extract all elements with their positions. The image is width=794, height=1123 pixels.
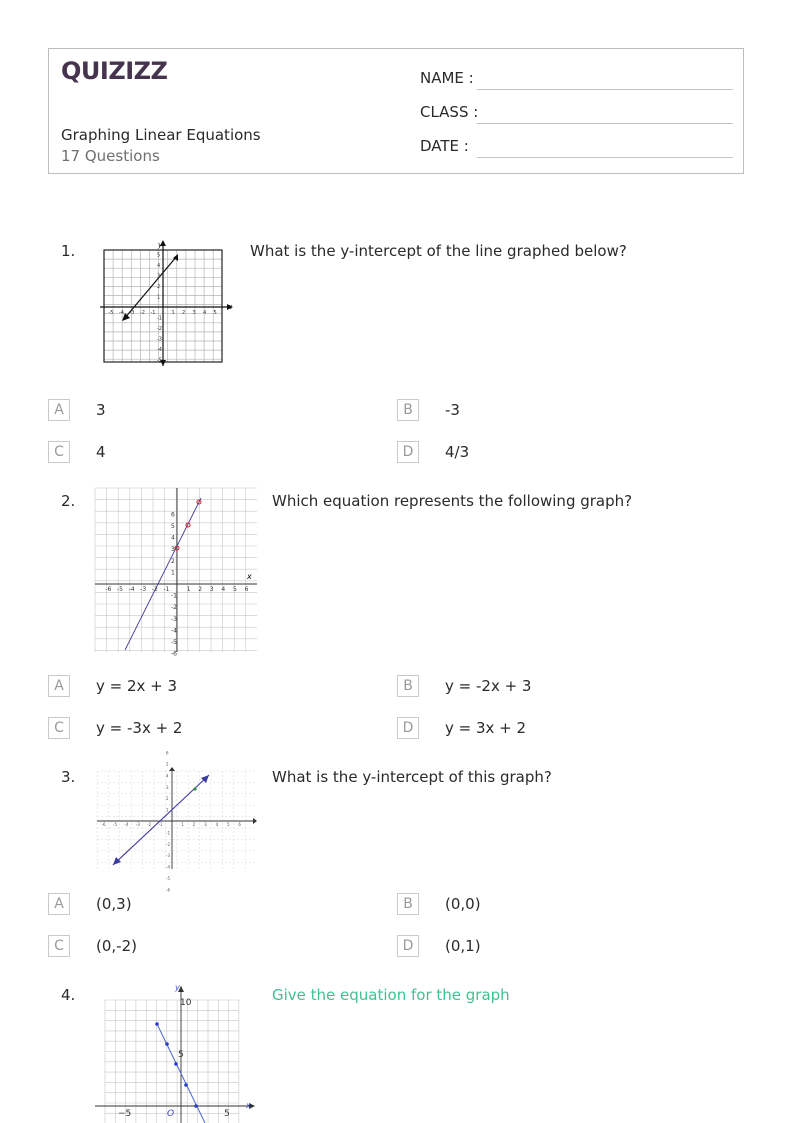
tick-label: -4 (157, 347, 162, 353)
tick-label: 6 (244, 586, 249, 593)
tick-label: 3 (192, 310, 196, 316)
q2-option-a-text: y = 2x + 3 (96, 677, 178, 695)
q1-option-c-box[interactable]: C (48, 441, 70, 463)
tick-label: 6 (171, 511, 175, 519)
q3-option-b-text: (0,0) (445, 895, 481, 913)
question-1-number: 1. (61, 242, 76, 260)
tick-label: -6 (101, 822, 106, 827)
q2-option-b-text: y = -2x + 3 (445, 677, 532, 695)
tick-label: -1 (157, 315, 162, 322)
q4-y-tick-10: 10 (180, 998, 192, 1008)
q4-y-tick-5: 5 (178, 1050, 184, 1060)
tick-label: 3 (166, 784, 169, 790)
question-1-graph (100, 240, 235, 368)
tick-label: 4 (166, 773, 169, 779)
tick-label: 3 (204, 822, 207, 827)
q1-option-a-box[interactable]: A (48, 399, 70, 421)
tick-label: -5 (113, 822, 117, 827)
tick-label: 1 (171, 569, 175, 577)
q4-x-tick-5: 5 (224, 1109, 230, 1119)
tick-label: 1 (186, 586, 191, 593)
date-line (477, 157, 733, 158)
question-1-text: What is the y-intercept of the line graphed below? (250, 242, 627, 260)
question-count: 17 Questions (61, 147, 160, 165)
q1-y-axis-label: y (158, 241, 163, 249)
q2-option-d-text: y = 3x + 2 (445, 719, 527, 737)
tick-label: -4 (119, 310, 124, 316)
tick-label: 4 (157, 263, 161, 269)
date-field[interactable] (420, 135, 733, 159)
tick-label: -2 (151, 586, 158, 593)
tick-label: -5 (166, 876, 170, 881)
tick-label: 2 (171, 557, 175, 565)
q1-option-c-text: 4 (96, 443, 106, 461)
worksheet-title: Graphing Linear Equations (61, 126, 261, 144)
tick-label: 3 (209, 586, 214, 593)
question-3-text: What is the y-intercept of this graph? (272, 768, 552, 786)
q3-option-b-box[interactable]: B (397, 893, 419, 915)
tick-label: -3 (166, 853, 170, 859)
q3-option-a-text: (0,3) (96, 895, 132, 913)
tick-label: -4 (171, 627, 177, 635)
question-2-number: 2. (61, 492, 76, 510)
tick-label: -1 (158, 822, 163, 827)
tick-label: 5 (227, 822, 230, 827)
tick-label: -4 (124, 822, 129, 827)
q3-option-d-box[interactable]: D (397, 935, 419, 957)
q1-option-a-text: 3 (96, 401, 106, 419)
tick-label: 3 (171, 546, 175, 554)
date-label: DATE : (420, 137, 469, 155)
class-line (477, 123, 733, 124)
q4-y-axis-label: y (175, 983, 180, 992)
question-2-graph (95, 488, 257, 658)
tick-label: -1 (163, 586, 170, 593)
tick-label: -3 (140, 586, 147, 593)
name-field[interactable] (420, 67, 733, 91)
q3-option-c-box[interactable]: C (48, 935, 70, 957)
tick-label: 2 (192, 822, 196, 827)
tick-label: 2 (182, 310, 186, 316)
tick-label: -6 (166, 887, 170, 893)
tick-label: 1 (166, 807, 169, 813)
tick-label: 4 (171, 534, 175, 542)
q4-x-axis-label: x (246, 1101, 251, 1110)
tick-label: -5 (171, 639, 177, 646)
tick-label: 6 (166, 750, 169, 756)
q1-option-b-box[interactable]: B (397, 399, 419, 421)
tick-label: -5 (117, 586, 123, 593)
tick-label: 2 (198, 586, 203, 593)
question-2-text: Which equation represents the following graph? (272, 492, 633, 510)
tick-label: 4 (215, 822, 219, 827)
tick-label: 6 (238, 822, 241, 827)
tick-label: -3 (157, 336, 162, 343)
tick-label: 5 (157, 252, 161, 259)
question-3-number: 3. (61, 768, 76, 786)
tick-label: 3 (157, 273, 161, 280)
q2-x-axis-label: x (247, 572, 252, 581)
tick-label: 4 (203, 310, 207, 316)
tick-label: -5 (108, 310, 114, 316)
tick-label: -2 (147, 822, 152, 827)
tick-label: 5 (171, 523, 175, 530)
question-4-text: Give the equation for the graph (272, 986, 510, 1004)
tick-label: -1 (171, 592, 177, 600)
quizizz-logo: QUIZIZZ (61, 57, 168, 85)
tick-label: -4 (166, 864, 170, 870)
tick-label: 5 (213, 310, 217, 316)
tick-label: 2 (157, 284, 161, 290)
class-label: CLASS : (420, 103, 479, 121)
q4-origin-label: O (167, 1109, 175, 1119)
worksheet-header (48, 48, 744, 174)
tick-label: 4 (221, 586, 226, 593)
q2-option-c-text: y = -3x + 2 (96, 719, 183, 737)
tick-label: 5 (166, 762, 169, 767)
q1-x-axis-label: x (228, 303, 233, 311)
question-4-number: 4. (61, 986, 76, 1004)
question-3-graph (95, 750, 257, 893)
tick-label: -3 (171, 615, 177, 623)
q4-x-tick-neg5: −5 (118, 1109, 132, 1119)
name-label: NAME : (420, 69, 474, 87)
tick-label: 1 (157, 294, 161, 301)
q2-option-b-box[interactable]: B (397, 675, 419, 697)
q3-option-a-box[interactable]: A (48, 893, 70, 915)
q1-option-d-text: 4/3 (445, 443, 470, 461)
tick-label: -2 (171, 604, 177, 612)
tick-label: -2 (140, 310, 145, 316)
q3-option-c-text: (0,-2) (96, 937, 137, 955)
tick-label: -2 (157, 326, 162, 332)
question-4-graph (95, 982, 257, 1123)
tick-label: -3 (135, 822, 140, 827)
tick-label: -3 (129, 310, 135, 316)
tick-label: -2 (166, 841, 170, 847)
q3-option-d-text: (0,1) (445, 937, 481, 955)
tick-label: -6 (171, 650, 177, 658)
q1-option-b-text: -3 (445, 401, 460, 419)
class-field[interactable] (420, 101, 733, 125)
tick-label: -4 (128, 586, 135, 593)
tick-label: -6 (105, 586, 112, 593)
tick-label: 2 (166, 796, 169, 802)
tick-label: 1 (171, 310, 175, 316)
q2-option-a-box[interactable]: A (48, 675, 70, 697)
tick-label: -1 (150, 310, 156, 316)
q1-option-d-box[interactable]: D (397, 441, 419, 463)
name-line (477, 89, 733, 90)
tick-label: -5 (157, 357, 162, 364)
tick-label: 1 (181, 822, 184, 827)
q2-option-d-box[interactable]: D (397, 717, 419, 739)
q2-option-c-box[interactable]: C (48, 717, 70, 739)
tick-label: -1 (166, 830, 170, 836)
tick-label: 5 (233, 586, 237, 593)
